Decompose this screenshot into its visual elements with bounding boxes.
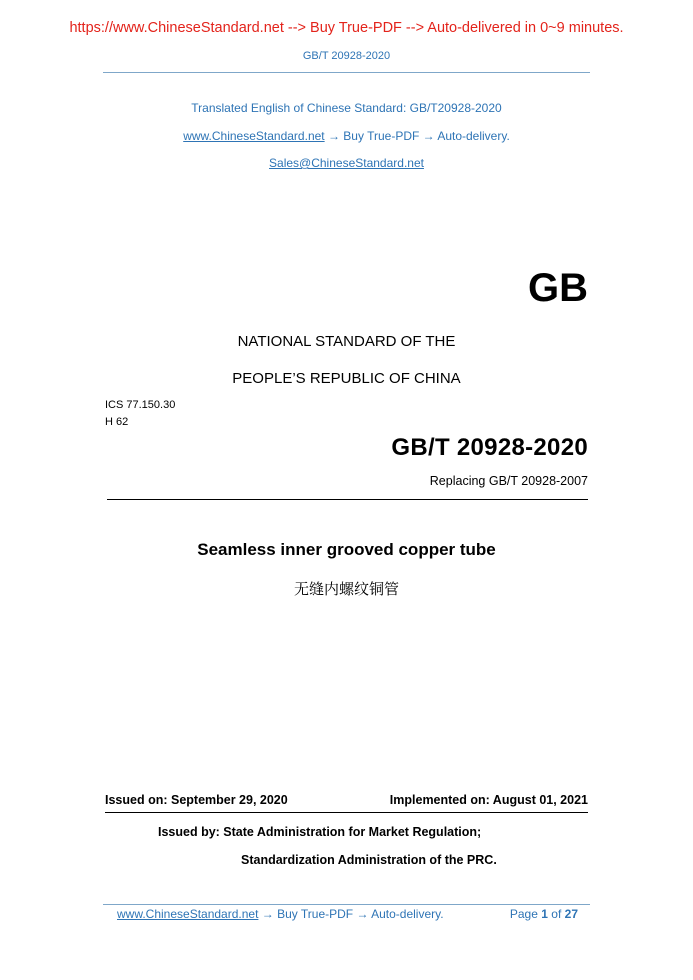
issued-on: Issued on: September 29, 2020 <box>105 793 288 807</box>
footer-site-text: → Buy True-PDF → Auto-delivery. <box>258 907 444 921</box>
promo-banner[interactable]: https://www.ChineseStandard.net --> Buy True-PDF --> Auto-delivered in 0~9 minutes. <box>69 20 624 36</box>
page-number <box>510 907 578 921</box>
title-chinese: 无缝内螺纹铜管 <box>293 580 399 598</box>
page-label: Page <box>509 907 538 921</box>
footer-site-link[interactable]: www.ChineseStandard.net <box>117 907 259 921</box>
national-standard-line2: PEOPLE’S REPUBLIC OF CHINA <box>232 370 461 387</box>
gb-mark: GB <box>528 266 588 310</box>
page-current: 1 <box>541 907 548 921</box>
sales-email-link[interactable]: Sales@ChineseStandard.net <box>269 156 424 170</box>
ics-code: ICS 77.150.30 <box>105 399 176 411</box>
header-standard-code: GB/T 20928-2020 <box>302 50 391 62</box>
title-rule <box>107 499 588 500</box>
site-line-text: → Buy True-PDF → Auto-delivery. <box>324 129 510 143</box>
title-english: Seamless inner grooved copper tube <box>197 540 496 559</box>
site-link[interactable]: www.ChineseStandard.net <box>183 129 325 143</box>
site-line <box>0 129 693 143</box>
translation-note: Translated English of Chinese Standard: GB/T20928-2020 <box>191 101 502 115</box>
national-standard-line1: NATIONAL STANDARD OF THE <box>237 333 456 350</box>
classification-code: H 62 <box>105 416 129 428</box>
standard-number: GB/T 20928-2020 <box>391 434 588 461</box>
footer-site-line <box>117 907 444 921</box>
replacing-note: Replacing GB/T 20928-2007 <box>429 474 588 488</box>
header-rule <box>103 72 590 73</box>
issue-rule <box>105 812 588 813</box>
page-total: 27 <box>564 907 578 921</box>
implemented-on: Implemented on: August 01, 2021 <box>389 793 588 807</box>
sales-line <box>0 156 693 170</box>
issued-by-line1: Issued by: State Administration for Market Regulation; <box>158 825 482 839</box>
page-of: of <box>551 907 562 921</box>
issued-by-line2: Standardization Administration of the PRC. <box>241 853 497 867</box>
footer-rule <box>103 904 590 905</box>
